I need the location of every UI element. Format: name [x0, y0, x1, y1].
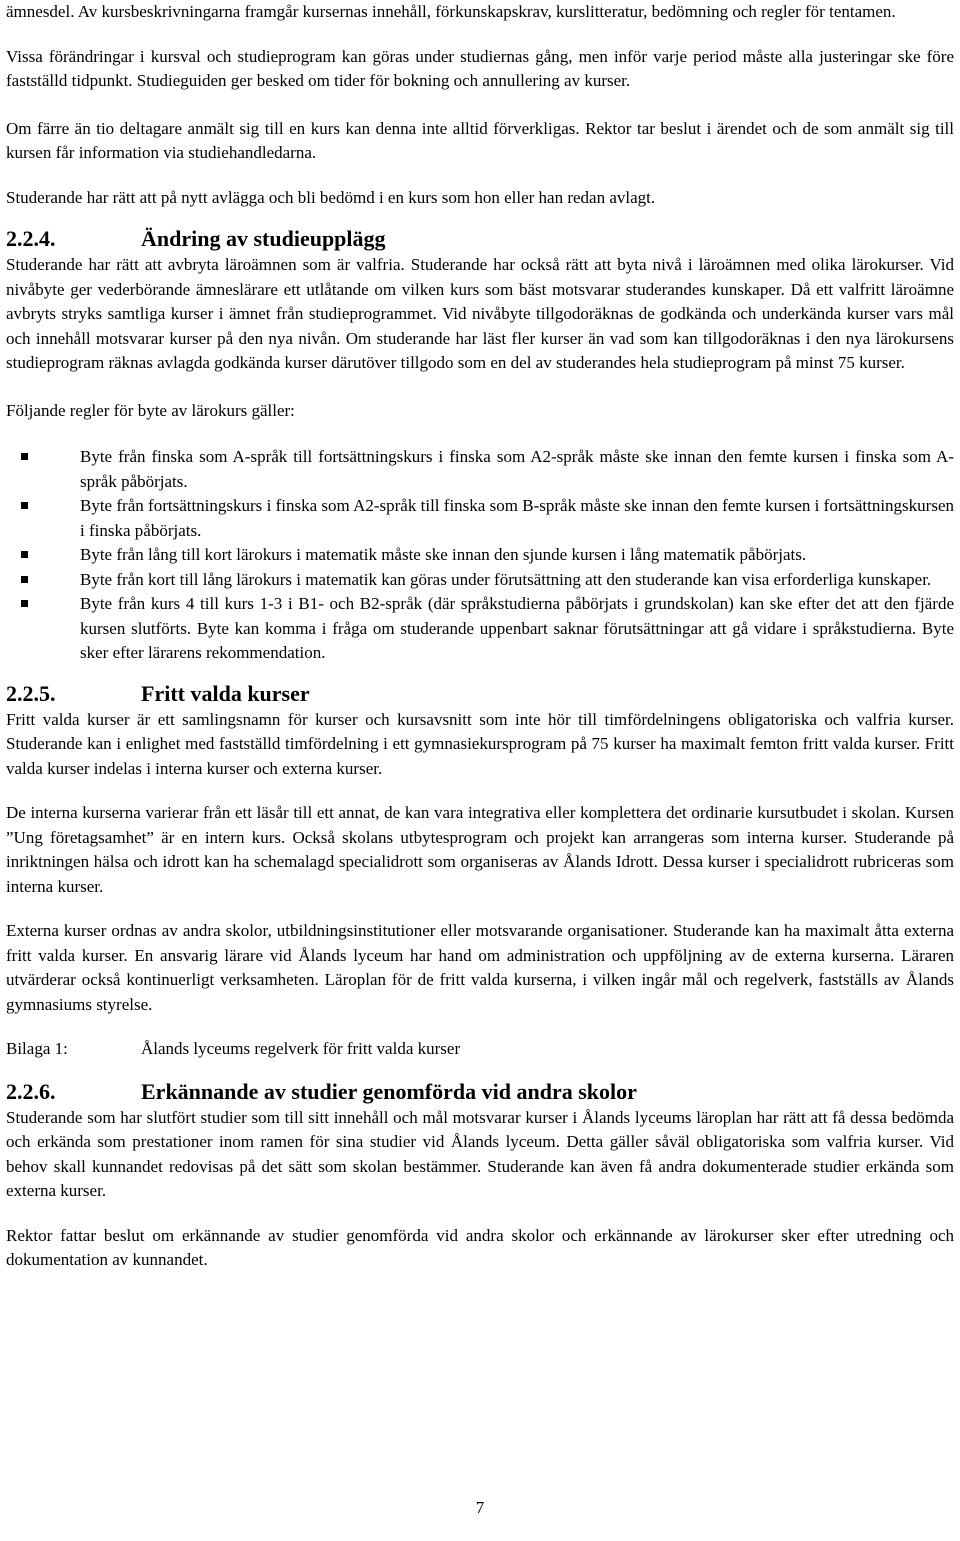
paragraph-intro-3: Om färre än tio deltagare anmält sig till en kurs kan denna inte alltid förverkligas. Rektor tar beslut i ärendet och de som anmält sig till kursen får information via studiehandledarna. — [6, 118, 954, 162]
attachment-label: Bilaga 1: — [6, 1039, 68, 1058]
rule-text: Byte från lång till kort lärokurs i matematik måste ske innan den sjunde kursen i lång matematik påbörjats. — [80, 545, 807, 564]
section-heading-2-2-4 — [6, 225, 954, 253]
list-item — [6, 592, 954, 666]
section-heading-2-2-6 — [6, 1078, 954, 1106]
square-bullet-icon — [21, 600, 28, 607]
paragraph-intro-1: ämnesdel. Av kursbeskrivningarna framgår kursernas innehåll, förkunskapskrav, kurslitteratur, bedömning och regler för tentamen. — [6, 2, 896, 21]
section-2-2-5-p1: Fritt valda kurser är ett samlingsnamn för kurser och kursavsnitt som inte hör till timfördelningens obligatoriska och valfria kurser. Studerande kan i enlighet med fastställd timfördelning i ett gymnasiekursprogram på 75 kurser ha maximalt femton fritt valda kurser. Fritt valda kurser indelas i interna kurser och externa kurser. — [6, 709, 954, 778]
rules-intro: Följande regler för byte av lärokurs gäller: — [6, 400, 295, 420]
section-number: 2.2.5. — [6, 680, 56, 706]
section-2-2-5-p3: Externa kurser ordnas av andra skolor, utbildningsinstitutioner eller motsvarande organisationer. Studerande kan ha maximalt åtta externa fritt valda kurser. En ansvarig lärare vid Ålands lyceum har hand om administration och uppföljning av de externa kurserna. Läraren utvärderar också kontinuerligt verksamheten. Läroplan för de fritt valda kurserna, i vilken ingår mål och regelverk, fastställs av Ålands gymnasiums styrelse. — [6, 921, 954, 1014]
rule-text: Byte från kurs 4 till kurs 1-3 i B1- och B2-språk (där språkstudierna påbörjats i grundskolan) kan ske efter det att den fjärde kursen slutförts. Byte kan komma i fråga om studerande uppenbart saknar förutsättningar att gå vidare i språkstudierna. Byte sker efter lärarens rekommendation. — [80, 594, 954, 662]
section-title: Erkännande av studier genomförda vid andra skolor — [141, 1078, 637, 1104]
rules-list — [6, 445, 954, 666]
section-2-2-5-p2: De interna kurserna varierar från ett läsår till ett annat, de kan vara integrativa eller komplettera det ordinarie kursutbudet i skolan. Kursen ”Ung företagsamhet” är en intern kurs. Också skolans utbytesprogram och projekt kan arrangeras som interna kurser. Studerande på inriktningen hälsa och idrott kan ha schemalagd specialidrott som organiseras av Ålands Idrott. Dessa kurser i specialidrott rubriceras som interna kurser. — [6, 803, 954, 896]
section-title: Ändring av studieupplägg — [141, 226, 386, 251]
section-2-2-6-p2: Rektor fattar beslut om erkännande av studier genomförda vid andra skolor och erkännande av lärokurser sker efter utredning och dokumentation av kunnandet. — [6, 1225, 954, 1269]
list-item — [6, 445, 954, 494]
section-heading-2-2-5 — [6, 680, 954, 708]
section-title: Fritt valda kurser — [141, 680, 310, 706]
rule-text: Byte från kort till lång lärokurs i matematik kan göras under förutsättning att den studerande kan visa erforderliga kunskaper. — [80, 569, 932, 589]
paragraph-intro-2: Vissa förändringar i kursval och studieprogram kan göras under studiernas gång, men inför varje period måste alla justeringar ske före fastställd tidpunkt. Studieguiden ger besked om tider för bokning och annullering av kurser. — [6, 46, 954, 90]
list-item — [6, 543, 954, 568]
section-number: 2.2.6. — [6, 1078, 56, 1104]
section-number: 2.2.4. — [6, 226, 56, 251]
rule-text: Byte från finska som A-språk till fortsättningskurs i finska som A2-språk måste ske innan den femte kursen i finska som A-språk påbörjats. — [80, 447, 954, 491]
square-bullet-icon — [21, 551, 28, 558]
attachment-reference — [6, 1037, 954, 1062]
list-item — [6, 494, 954, 543]
list-item — [6, 568, 954, 593]
section-2-2-4-body: Studerande har rätt att avbryta läroämnen som är valfria. Studerande har också rätt att byta nivå i läroämnen med olika lärokurser. Vid nivåbyte ger vederbörande ämneslärare ett utlåtande om vilken kurs som bäst motsvarar studerandes kunskaper. Då ett valfritt läroämne avbryts stryks samtliga kurser i ämnet från studieprogrammet. Vid nivåbyte tillgodoräknas de godkända och underkända kurser vars mål och innehåll motsvarar kurser på den nya nivån. Om studerande har läst fler kurser än vad som kan tillgodoräknas i den nya lärokursens studieprogram räknas avlagda godkända kurser därutöver tillgodo som en del av studerandes hela studieprogram på minst 75 kurser. — [6, 255, 954, 372]
attachment-title: Ålands lyceums regelverk för fritt valda kurser — [141, 1039, 461, 1058]
section-2-2-6-p1: Studerande som har slutfört studier som till sitt innehåll och mål motsvarar kurser i Ålands lyceums läroplan har rätt att få dessa bedömda och erkända som prestationer inom ramen för sina studier vid Ålands lyceum. Detta gäller såväl obligatoriska som valfria kurser. Vid behov skall kunnandet redovisas på det sätt som skolan bestämmer. Studerande kan även få andra dokumenterade studier erkända som externa kurser. — [6, 1107, 954, 1200]
square-bullet-icon — [21, 453, 28, 460]
square-bullet-icon — [21, 502, 28, 509]
rule-text: Byte från fortsättningskurs i finska som A2-språk till finska som B-språk måste ske innan den femte kursen i fortsättningskursen i finska påbörjats. — [80, 496, 954, 540]
page-number: 7 — [475, 1498, 485, 1517]
square-bullet-icon — [21, 576, 28, 583]
document-page — [6, 0, 954, 1273]
paragraph-intro-4: Studerande har rätt att på nytt avlägga och bli bedömd i en kurs som hon eller han redan avlagt. — [6, 187, 656, 207]
